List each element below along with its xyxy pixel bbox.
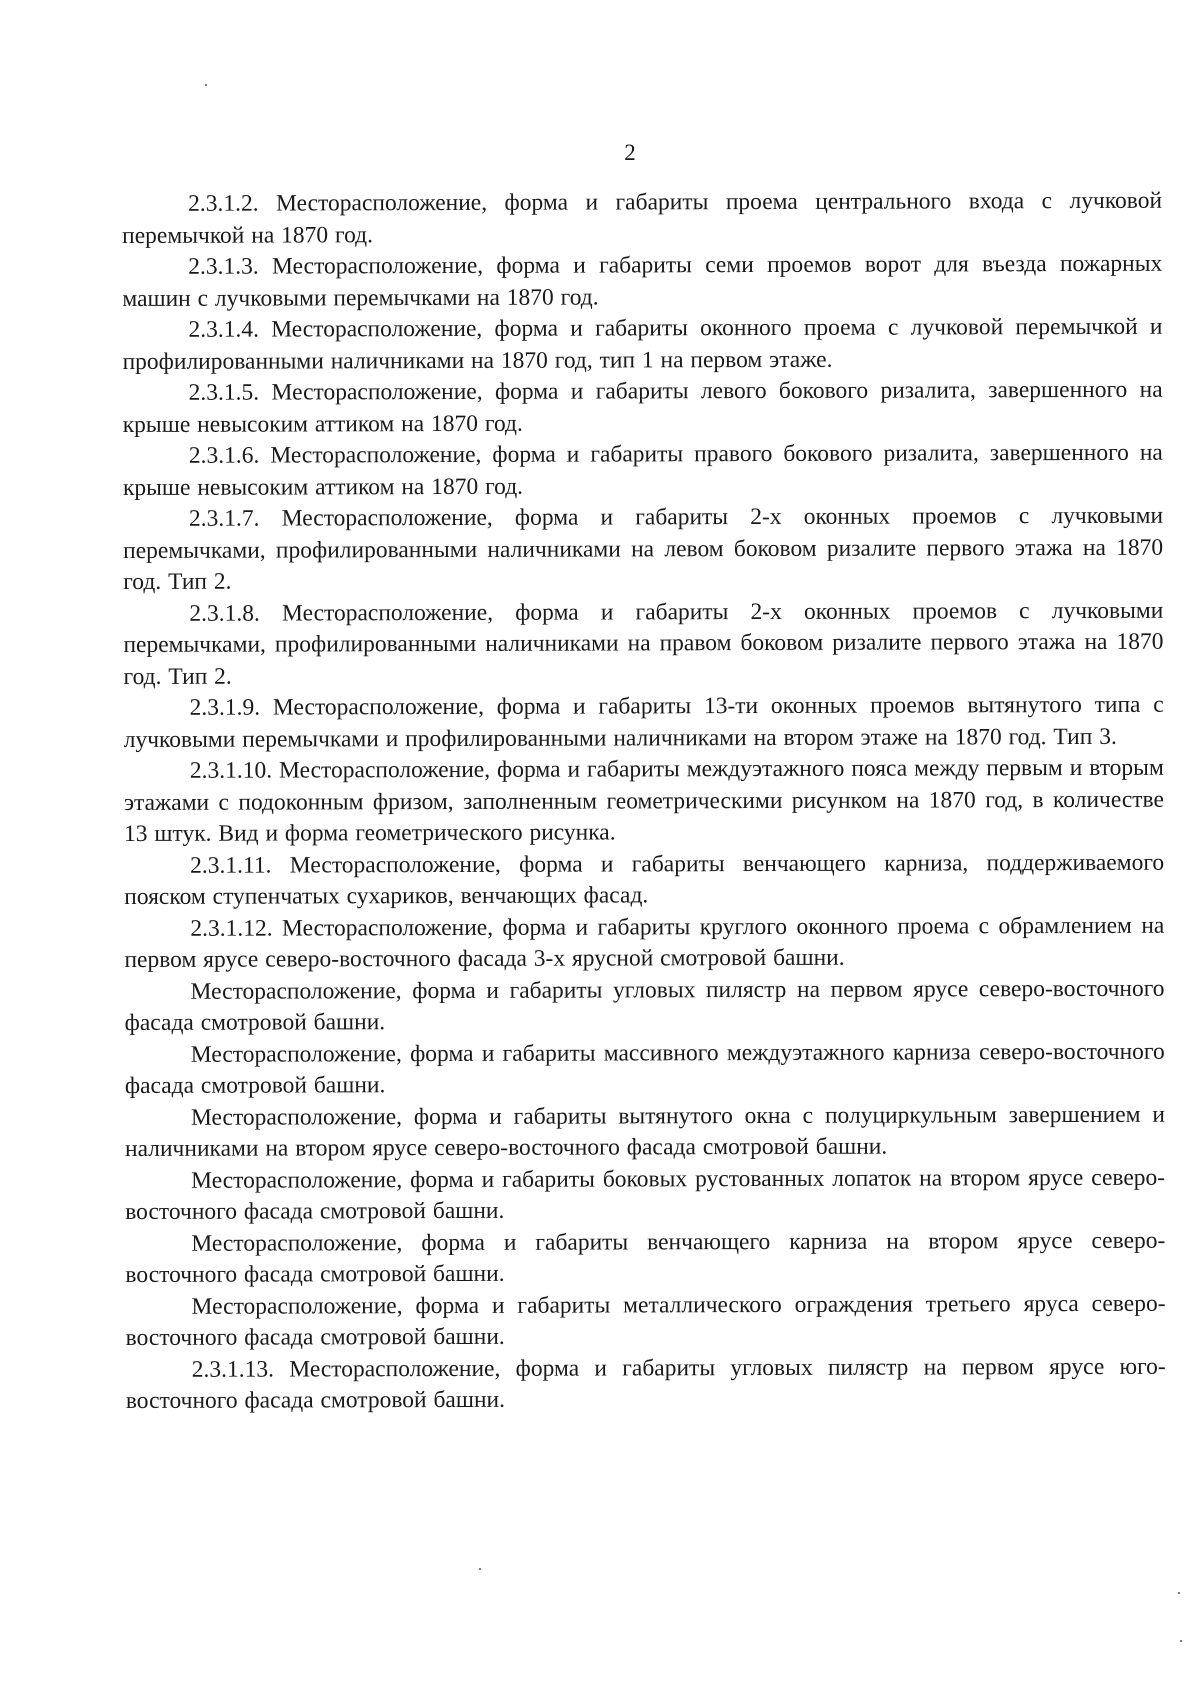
scan-speck [1180,1640,1182,1642]
scan-speck [479,1568,481,1570]
paragraph-2-3-1-8: 2.3.1.8. Месторасположение, форма и габариты 2-х оконных проемов с лучковыми перемычками, профилированными наличниками на правом боковом ризалите первого этажа на 1870 год. Тип 2. [123,597,1164,690]
paragraph-tower-corner-pilasters: Месторасположение, форма и габариты угловых пилястр на первом ярусе северо-восточного фасада смотровой башни. [124,975,1165,1036]
paragraph-2-3-1-13: 2.3.1.13. Месторасположение, форма и габариты угловых пилястр на первом ярусе юго-восточного фасада смотровой башни. [125,1353,1166,1414]
paragraph-tower-crowning-cornice: Месторасположение, форма и габариты венчающего карниза на втором ярусе северо-восточного фасада смотровой башни. [125,1227,1166,1288]
paragraph-2-3-1-7: 2.3.1.7. Месторасположение, форма и габариты 2-х оконных проемов с лучковыми перемычками, профилированными наличниками на левом боковом ризалите первого этажа на 1870 год. Тип 2. [123,502,1164,595]
paragraph-2-3-1-10: 2.3.1.10. Месторасположение, форма и габариты междуэтажного пояса между первым и вторым этажами с подоконным фризом, заполненным геометрическими рисунком на 1870 год, в количестве 13 штук. Вид и форма геометрического рисунка. [123,754,1164,847]
page-number: 2 [624,140,636,165]
paragraph-2-3-1-5: 2.3.1.5. Месторасположение, форма и габариты левого бокового ризалита, завершенного на крыше невысоким аттиком на 1870 год. [122,376,1163,438]
paragraph-2-3-1-11: 2.3.1.11. Месторасположение, форма и габариты венчающего карниза, поддерживаемого пояском ступенчатых сухариков, венчающих фасад. [124,849,1165,910]
paragraph-tower-rusticated-lesenes: Месторасположение, форма и габариты боковых рустованных лопаток на втором ярусе северо-восточного фасада смотровой башни. [125,1164,1166,1225]
paragraph-tower-massive-cornice: Месторасположение, форма и габариты массивного междуэтажного карниза северо-восточного фасада смотровой башни. [124,1038,1165,1099]
paragraph-2-3-1-4: 2.3.1.4. Месторасположение, форма и габариты оконного проема с лучковой перемычкой и профилированными наличниками на 1870 год, тип 1 на первом этаже. [122,313,1163,375]
scan-speck [1178,1592,1180,1594]
paragraph-2-3-1-9: 2.3.1.9. Месторасположение, форма и габариты 13-ти оконных проемов вытянутого типа с лучковыми перемычками и профилированными наличниками на втором этаже на 1870 год. Тип 3. [123,691,1164,753]
paragraph-2-3-1-12: 2.3.1.12. Месторасположение, форма и габариты круглого оконного проема с обрамлением на первом ярусе северо-восточного фасада 3-х ярусной смотровой башни. [124,912,1165,973]
scan-speck [205,84,207,86]
document-body [122,186,1166,1418]
paragraph-2-3-1-6: 2.3.1.6. Месторасположение, форма и габариты правого бокового ризалита, завершенного на крыше невысоким аттиком на 1870 год. [122,439,1163,501]
paragraph-tower-metal-railing: Месторасположение, форма и габариты металлического ограждения третьего яруса северо-восточного фасада смотровой башни. [125,1290,1166,1351]
paragraph-2-3-1-3: 2.3.1.3. Месторасположение, форма и габариты семи проемов ворот для въезда пожарных машин с лучковыми перемычками на 1870 год. [122,250,1163,312]
paragraph-2-3-1-2: 2.3.1.2. Месторасположение, форма и габариты проема центрального входа с лучковой перемычкой на 1870 год. [122,187,1163,249]
paragraph-tower-elongated-window: Месторасположение, форма и габариты вытянутого окна с полуциркульным завершением и наличниками на втором ярусе северо-восточного фасада смотровой башни. [124,1101,1165,1162]
